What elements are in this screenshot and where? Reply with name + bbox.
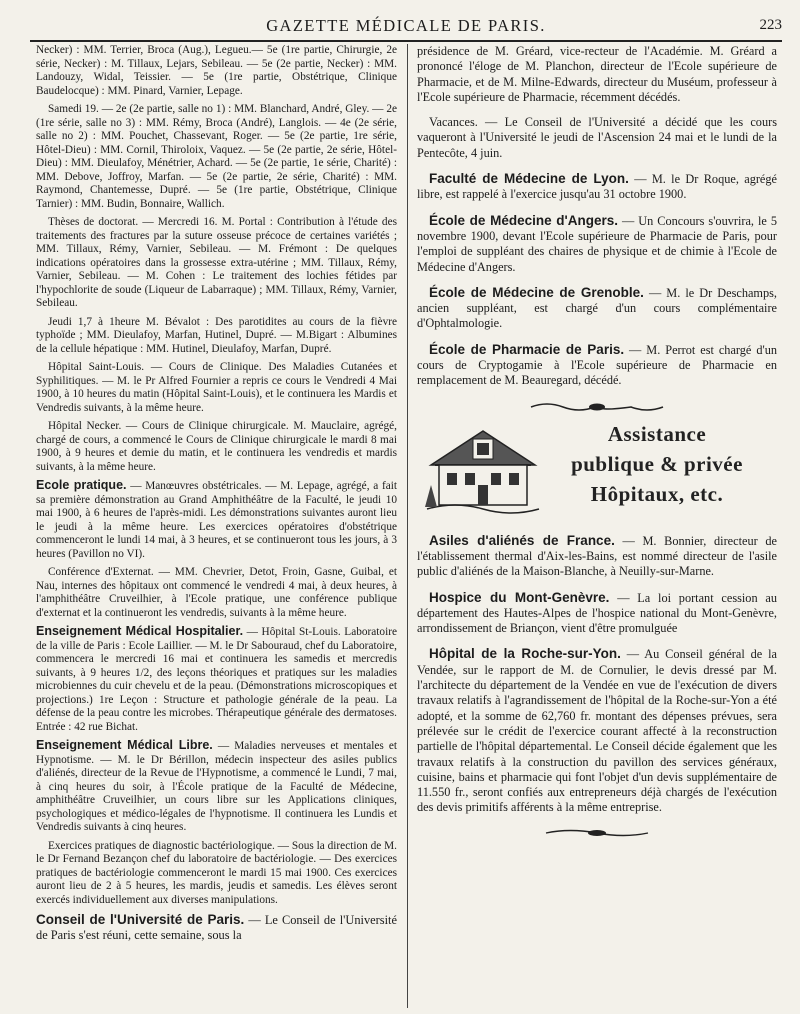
hospital-teaching-item (36, 625, 397, 734)
exam-schedule-continued: Necker) : MM. Terrier, Broca (Aug.), Legueu.— 5e (1re partie, Chirurgie, 2e série, Necker) : M. Tillaux, Lejars, Sebileau. — 5e (2e partie, Necker) : MM. Landouzy, Widal, Teissier. — 5e (1re partie, Obstétrique, Clinique Baudelocque) : MM. Pinard, Varnier, Lepage. (36, 44, 397, 97)
right-column (417, 44, 777, 1008)
angers-heading: École de Médecine d'Angers. (429, 212, 619, 228)
free-teaching-heading: Enseignement Médical Libre. (36, 738, 213, 752)
pharmacie-text: — M. Perrot est chargé d'un cours de Cryptogamie à l'Ecole supérieure de Pharmacie en remplacement de M. Beauregard, décédé. (417, 342, 777, 388)
page-number: 223 (759, 17, 782, 33)
ecole-pratique-text: — Manœuvres obstétricales. — M. Lepage, agrégé, a fait sa première démonstration au Grand Amphithéâtre de la Faculté, le jeudi 10 mai 1900, à 6 heures de l'après-midi. Les démonstrations suivantes auront lieu le jeudi à la même heure. Les exercices opératoires d'obstétrique commenceront le lundi 14 mai, à 3 heures, et se continueront tous les jours, à 3 heures (Pavillon no VI). (36, 480, 397, 560)
ecole-pratique-item (36, 479, 397, 561)
university-council-continued: présidence de M. Gréard, vice-recteur de l'Académie. M. Gréard a prononcé l'éloge de M. Planchon, directeur de l'Ecole supérieure de Pharmacie, et de M. Milne-Edwards, directeur du Muséum, professeur à l'Ecole supérieure de Pharmacie, récemment décédés. (417, 44, 777, 104)
mont-genevre-text: — La loi portant cession au département des Hautes-Alpes de l'hospice national du Mont-Genèvre, arrondissement de Briançon, vient d'être promulguée (417, 590, 777, 636)
assistance-banner (417, 421, 777, 519)
university-council-item (36, 912, 397, 943)
roche-sur-yon-text: — Au Conseil général de la Vendée, sur le rapport de M. de Cornulier, le devis dressé par M. l'architecte du département de la Vendée en vue de l'exécution de divers travaux relatifs à l'agrandissement de l'hôpital de la Roche-sur-Yon a été adopté, et la somme de 62,760 fr. montant des dépenses prévues, sera prélevée sur le crédit de l'exercice courant affecté à la reconstruction partielle de l'hôpital départemental. Le Conseil décide également que les travaux relatifs à la construction du pavillon des services généraux, cuisine, bains et pharmacie qui font l'objet d'un devis supplémentaire de 11.550 fr., seront confiés aux entrepreneurs déjà chargés de l'exécution des devis primitifs afférents à la même entreprise. (417, 647, 777, 815)
pharmacie-heading: École de Pharmacie de Paris. (429, 341, 625, 357)
bacteriology-exercises: Exercices pratiques de diagnostic bactériologique. — Sous la direction de M. le Dr Fernand Bezançon chef du laboratoire de bactériologie. — Des exercices pratiques de bactériologie commenceront le mardi 15 mai 1900. Ces exercices auront lieu de 2 à 5 heures, les mardis, jeudis et samedis. Les élèves seront exercés individuellement aux diverses manipulations. (36, 839, 397, 906)
doctoral-theses-thursday: Jeudi 1,7 à 1heure M. Bévalot : Des parotidites au cours de la fièvre typhoïde ; MM. Dieulafoy, Marfan, Hutinel, Dupré. — M.Bigart : Albumines de la cellule hépatique : MM. Hutinel, Dieulafoy, Marfan, Dupré. (36, 315, 397, 355)
roche-sur-yon-item (417, 646, 777, 815)
banner-line-2: publique & privée (571, 451, 743, 476)
banner-line-3: Hôpitaux, etc. (590, 481, 724, 506)
asiles-text: — M. Bonnier, directeur de l'établissement thermal d'Aix-les-Bains, est nommé directeur de l'asile public d'aliénés de la Maison-Blanche, à Neuilly-sur-Marne. (417, 533, 777, 579)
journal-title: GAZETTE MÉDICALE DE PARIS. (266, 16, 546, 35)
mont-genevre-heading: Hospice du Mont-Genèvre. (429, 589, 610, 605)
exam-schedule-saturday: Samedi 19. — 2e (2e partie, salle no 1) : MM. Blanchard, André, Gley. — 2e (1re série, salle no 3) : MM. Rémy, Broca (André), Langlois. — 4e (2e série, salle no 2) : MM. Pouchet, Chassevant, Roger. — 5e (2e partie, 1re série, Hôtel-Dieu) : MM. Cornil, Thiroloix, Vaquez. — 5e (2e partie, 2e série, Hôtel-Dieu) : MM. Dieulafoy, Ménétrier, Achard. — 5e (2e partie, 1e série, Charité) : MM. Debove, Joffroy, Marfan. — 5e (2e partie, 2e série, Charité) : MM. Raymond, Chantemesse, Dupré. — 5e (1re partie, Obstétrique, Clinique Tarnier) : MM. Budin, Bonnaire, Wallich. (36, 103, 397, 210)
hospital-building-icon (425, 425, 541, 515)
angers-text: — Un Concours s'ouvrira, le 5 novembre 1900, devant l'Ecole supérieure de Pharmacie de Paris, pour l'emploi de suppléant des chaires de physique et de chimie à l'Ecole de Médecine d'Angers. (417, 213, 777, 274)
necker-course: Hôpital Necker. — Cours de Clinique chirurgicale. M. Mauclaire, agrégé, chargé de cours, a commencé le Cours de Clinique chirurgicale le mardi 8 mai 1900, à 9 heures et demie du matin, et le continuera les vendredis et mardis suivants, à la même heure. (36, 420, 397, 473)
saint-louis-course: Hôpital Saint-Louis. — Cours de Clinique. Des Maladies Cutanées et Syphilitiques. — M. le Pr Alfred Fournier a repris ce cours le Vendredi 4 Mai 1900, à 10 heures du matin (Hôpital Saint-Louis), et le continuera les Mardis et Vendredis suivants, à la même heure. (36, 361, 397, 414)
university-council-heading: Conseil de l'Université de Paris. (36, 912, 245, 927)
hospital-teaching-text: — Hôpital St-Louis. Laboratoire de la ville de Paris : Ecole Laillier. — M. le Dr Sabouraud, chef du Laboratoire, commencera le mercredi 16 mai et continuera les samedis et mercredis suivants, à 9 heures 1/2, des leçons théoriques et pratiques sur les maladies microbiennes du cuir chevelu et de la peau. (Démonstrations microscopiques et projections.) 1re Leçon : Structure et pathologie générale de la peau. La défense de la peau contre les microbes. Thérapeutique générale des dermatoses. Entrée : 42 rue Bichat. (36, 626, 397, 733)
ornament-divider-icon (527, 399, 667, 415)
hospital-teaching-heading: Enseignement Médical Hospitalier. (36, 624, 244, 638)
asiles-item (417, 533, 777, 580)
banner-line-1: Assistance (607, 421, 707, 446)
free-teaching-item (36, 739, 397, 835)
doctoral-theses: Thèses de doctorat. — Mercredi 16. M. Portal : Contribution à l'étude des traitements des fractures par la suture osseuse précoce de certaines variétés ; MM. Tillaux, Rémy, Varnier, Sebileau. — M. Frémont : De quelques indications opératoires dans la grossesse extra-utérine ; MM. Tillaux, Rémy, Varnier, Sebileau. — M. Cohen : Le traitement des lochies fétides par l'hypochlorite de soude (Liqueur de Labarraque) ; MM. Tillaux, Rémy, Varnier, Sebileau. (36, 216, 397, 309)
end-ornament-icon (542, 826, 652, 840)
lyon-text: — M. le Dr Roque, agrégé libre, est rappelé à l'exercice jusqu'au 31 octobre 1900. (417, 172, 777, 202)
pharmacie-item (417, 342, 777, 389)
grenoble-text: — M. le Dr Deschamps, ancien suppléant, est chargé d'un cours complémentaire d'Ophtalmologie. (417, 285, 777, 331)
mont-genevre-item (417, 590, 777, 637)
lyon-item (417, 171, 777, 203)
grenoble-heading: École de Médecine de Grenoble. (429, 284, 644, 300)
grenoble-item (417, 285, 777, 332)
externat-conference: Conférence d'Externat. — MM. Chevrier, Detot, Froin, Gasne, Guibal, et Nau, internes des hôpitaux ont commencé le vendredi 4 mai, à deux heures, à l'amphithéâtre Cruveilhier, à l'Ecole pratique, une conférence publique d'externat et la continueront les vendredis, suivants à la même heure. (36, 566, 397, 619)
left-column (36, 44, 397, 1008)
column-divider (407, 44, 408, 1008)
page-header (30, 14, 782, 42)
university-council-text: — Le Conseil de l'Université de Paris s'est réuni, cette semaine, sous la (36, 913, 397, 942)
roche-sur-yon-heading: Hôpital de la Roche-sur-Yon. (429, 646, 621, 662)
free-teaching-text: — Maladies nerveuses et mentales et Hypnotisme. — M. le Dr Bérillon, médecin inspecteur des asiles publics d'aliénés, directeur de la Revue de l'Hypnotisme, a commencé le Lundi, 7 mai, à cinq heures du soir, à l'École pratique de la Faculté de Médecine, amphithéâtre Cruveilhier, un cours libre sur les Applications cliniques, psychologiques et médico-légales de l'hypnotisme. Il continuera les Lundis et Vendredis suivants à cinq heures. (36, 740, 397, 833)
ecole-pratique-heading: Ecole pratique. (36, 478, 127, 492)
vacances-notice: Vacances. — Le Conseil de l'Université a décidé que les cours vaqueront à l'Université le jeudi de l'Ascension 24 mai et le lundi de la Pentecôte, 4 juin. (417, 115, 777, 160)
angers-item (417, 213, 777, 275)
lyon-heading: Faculté de Médecine de Lyon. (429, 171, 629, 187)
asiles-heading: Asiles d'aliénés de France. (429, 532, 615, 548)
